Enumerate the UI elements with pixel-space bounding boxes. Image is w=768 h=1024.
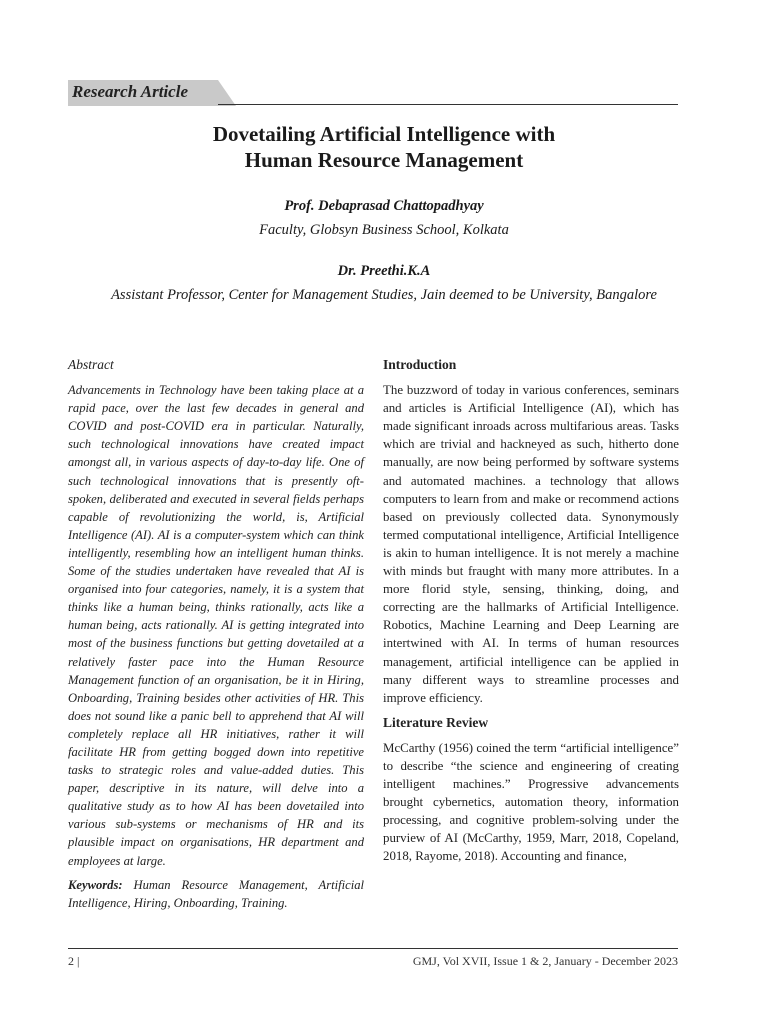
author-2-affiliation: Assistant Professor, Center for Management Studies, Jain deemed to be University, Bangalore xyxy=(111,287,657,303)
author-1-name: Prof. Debaprasad Chattopadhyay xyxy=(284,198,484,214)
article-type-header xyxy=(68,80,678,106)
body-column xyxy=(383,356,679,866)
abstract-column xyxy=(68,356,364,912)
article-type-label: Research Article xyxy=(72,82,188,101)
keywords-text: Human Resource Management, Artificial Intelligence, Hiring, Onboarding, Training. xyxy=(68,877,364,910)
abstract-heading: Abstract xyxy=(68,357,114,372)
abstract-text: Advancements in Technology have been taking place at a rapid pace, over the last few decades in general and COVID and post-COVID era in particular. Naturally, such technological innovations have created impact amongst all, in various aspects of day-to-day life. One of such technological innovations that is presently oft-spoken, deliberated and executed in several fields perhaps capable of revolutionizing the world, is, Artificial Intelligence (AI). AI is a computer-system which can think intelligently, resembling how an intelligent human thinks. Some of the studies undertaken have revealed that AI is organised into four categories, namely, it is a system that thinks like a human being, thinks rationally, acts like a human being, acts rationally. AI is getting integrated into most of the business functions but getting dovetailed at a relatively faster pace into the Human Resource Management function of an organisation, be it in Hiring, Onboarding, Training besides other activities of HR. This does not sound like a panic bell to apprehend that AI will completely replace all HR initiatives, rather it will facilitate HR from getting bogged down into repetitive tasks to strategic roles and value-added duties. This paper, descriptive in its nature, will delve into a qualitative study as to how AI has been dovetailed into various sub-systems or mechanisms of HR and its plausible impact on organisations, HR department and employees at large. xyxy=(68,383,364,868)
journal-citation: GMJ, Vol XVII, Issue 1 & 2, January - December 2023 xyxy=(412,954,678,968)
literature-review-text: McCarthy (1956) coined the term “artificial intelligence” to describe “the science and engineering of creating intelligent machines.” Progressive advancements brought cybernetics, automation theory, information processing, and cognitive problem-solving under the purview of AI (McCarthy, 1959, Marr, 2018, Copeland, 2018, Rayome, 2018). Accounting and finance, xyxy=(383,740,679,864)
introduction-heading: Introduction xyxy=(383,357,457,372)
keywords xyxy=(68,876,364,912)
author-1-affiliation: Faculty, Globsyn Business School, Kolkata xyxy=(259,222,509,238)
author-2-name: Dr. Preethi.K.A xyxy=(337,263,431,279)
paper-title-line-1: Dovetailing Artificial Intelligence with xyxy=(212,122,556,146)
paper-title-line-2: Human Resource Management xyxy=(244,148,524,172)
page-number: 2 | xyxy=(68,954,80,968)
introduction-text: The buzzword of today in various conferences, seminars and articles is Artificial Intelligence (AI), which has made significant inroads across multifarious areas. Tasks which are trivial and hackneyed as such, hitherto done manually, are now being performed by software systems and automated machines. a technology that allows computers to learn from and make or recommend actions based on previously collected data. Synonymously termed computational intelligence, Artificial Intelligence is akin to human intelligence. It is not merely a machine with minds but fraught with many more attributes. In a more florid style, sensing, thinking, doing, and correcting are the hallmarks of Artificial Intelligence. Robotics, Machine Learning and Deep Learning are intertwined with AI. In terms of human resources management, artificial intelligence can be applied in many different ways to streamline processes and improve efficiency. xyxy=(383,383,679,705)
keywords-label: Keywords: xyxy=(68,877,123,892)
header-rule xyxy=(218,104,678,105)
literature-review-heading: Literature Review xyxy=(383,714,489,730)
footer-rule xyxy=(68,948,678,949)
paper-title xyxy=(0,121,768,173)
